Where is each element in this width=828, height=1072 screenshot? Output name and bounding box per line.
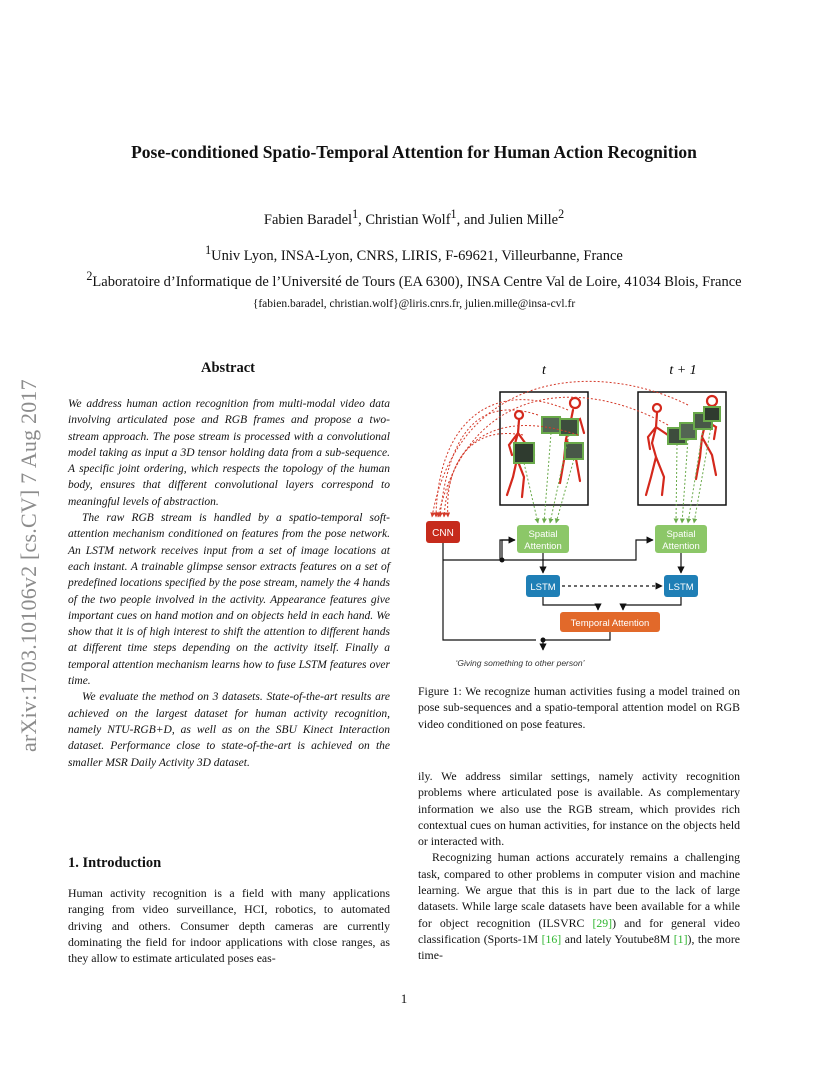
figure-caption: Figure 1: We recognize human activities fusing a model trained on pose sub-sequences and a spatio-temporal attention model on RGB video conditioned on pose features. — [418, 684, 740, 731]
body-paragraph: ily. We address similar settings, namely activity recognition problems where articulated pose is available. As complementary information we also use the RGB stream, which provides rich contextual cues on human activities, for instance on the objects held or interacted with. — [418, 769, 740, 849]
citation-link[interactable]: [16] — [541, 931, 562, 946]
author-sup: 1 — [450, 207, 457, 221]
affiliation-1: $^1$Univ Lyon, INSA-Lyon, CNRS, LIRIS, F-69621, Villeurbanne, France — [205, 243, 623, 264]
citation-link[interactable]: [29] — [592, 915, 613, 930]
example-activity-label: ‘Giving something to other person’ — [455, 658, 585, 668]
time-label-t1: t + 1 — [669, 363, 697, 378]
cnn-label: CNN — [432, 528, 454, 539]
abstract-heading: Abstract — [201, 360, 255, 376]
glimpse-crop — [542, 417, 560, 433]
arxiv-stamp: arXiv:1703.10106v2 [cs.CV] 7 Aug 2017 — [16, 379, 41, 752]
author-name: Julien Mille — [488, 211, 559, 228]
skeleton-person-2 — [550, 398, 584, 483]
page-number: 1 — [400, 991, 408, 1006]
author-sup: 2 — [558, 207, 565, 221]
paper-title: Pose-conditioned Spatio-Temporal Attention for Human Action Recognition — [131, 142, 697, 162]
author-emails: {fabien.baradel, christian.wolf}@liris.cnrs.fr, julien.mille@insa-cvl.fr — [252, 298, 576, 310]
glimpse-crop — [704, 407, 720, 421]
abstract-paragraph: The raw RGB stream is handled by a spatio-temporal soft-attention mechanism conditioned on features from the pose network. An LSTM network receives input from a set of image locations at each instant. A trainable glimpse sensor extracts features on a set of predefined locations specified by the pose stream, namely the 4 hands of the two people involved in the activity. Appearance features give important cues on hand motion and on objects held in each hand. We show that it is of high interest to shift the attention to different hands at different time steps depending on the activity itself. Finally a temporal attention mechanism learns how to fuse LSTM features over time. — [68, 512, 390, 688]
abstract-paragraph: We evaluate the method on 3 datasets. State-of-the-art results are achieved on the largest dataset for human activity recognition, namely NTU-RGB+D, as well as on the SBU Kinect Interaction dataset. Performance close to state-of-the-art is achieved on the smaller MSR Daily Activity 3D dataset. — [68, 691, 390, 769]
glimpse-crop — [514, 443, 534, 463]
junction-dot — [500, 558, 505, 563]
intro-paragraph: Human activity recognition is a field with many applications ranging from video surveillance, HCI, robotics, to automated driving and others. Consumer depth cameras are currently dominating the field for indoor applications with close ranges, as they allow to estimate articulated poses eas- — [68, 886, 390, 966]
section-heading: 1. Introduction — [68, 855, 162, 871]
affiliation-2: $^2$Laboratoire d’Informatique de l’Université de Tours (EA 6300), INSA Centre Val de Loire, 41034 Blois, France — [86, 268, 742, 290]
skeleton-person-1 — [646, 404, 680, 495]
citation-link[interactable]: [1] — [673, 931, 688, 946]
spatial-attention-label: Attention — [662, 541, 700, 552]
abstract-paragraph: We address human action recognition from multi-modal video data involving articulated pose and RGB frames and propose a two-stream approach. The pose stream is processed with a convolutional model taking as input a 3D tensor holding data from a sub-sequence. A specific joint ordering, which respects the topology of the human body, ensures that different convolutional layers correspond to meaningful levels of abstraction. — [68, 398, 390, 508]
temporal-attention-label: Temporal Attention — [570, 618, 650, 629]
body-paragraph: Recognizing human actions accurately remains a challenging task, compared to other problems in computer vision and machine learning. We argue that this is in part due to the lack of large datasets. While large scale datasets have been available for a while for object recognition (ILSVRC [29]) and for general video classification (Sports-1M [16] and lately Youtube8M [1]), the more time- — [418, 850, 741, 963]
author-name: Christian Wolf — [365, 211, 451, 228]
spatial-attention-label: Attention — [524, 541, 562, 552]
flow-arrows — [443, 540, 681, 650]
spatial-attention-label: Spatial — [666, 529, 696, 540]
glimpse-crop — [565, 443, 583, 459]
author-name: Fabien Baradel — [263, 211, 353, 228]
junction-dot — [541, 638, 546, 643]
lstm-label: LSTM — [530, 582, 556, 593]
lstm-label: LSTM — [668, 582, 694, 593]
abstract-body — [68, 396, 390, 771]
figure-1-diagram — [418, 355, 748, 675]
right-column-text — [418, 768, 740, 964]
spatial-attention-label: Spatial — [528, 529, 558, 540]
author-sup: 1 — [352, 207, 359, 221]
time-label-t: t — [542, 363, 546, 378]
author-line: Fabien Baradel$^1$, Christian Wolf$^1$, and Julien Mille$^2$ — [263, 207, 565, 228]
affiliations — [0, 240, 818, 292]
